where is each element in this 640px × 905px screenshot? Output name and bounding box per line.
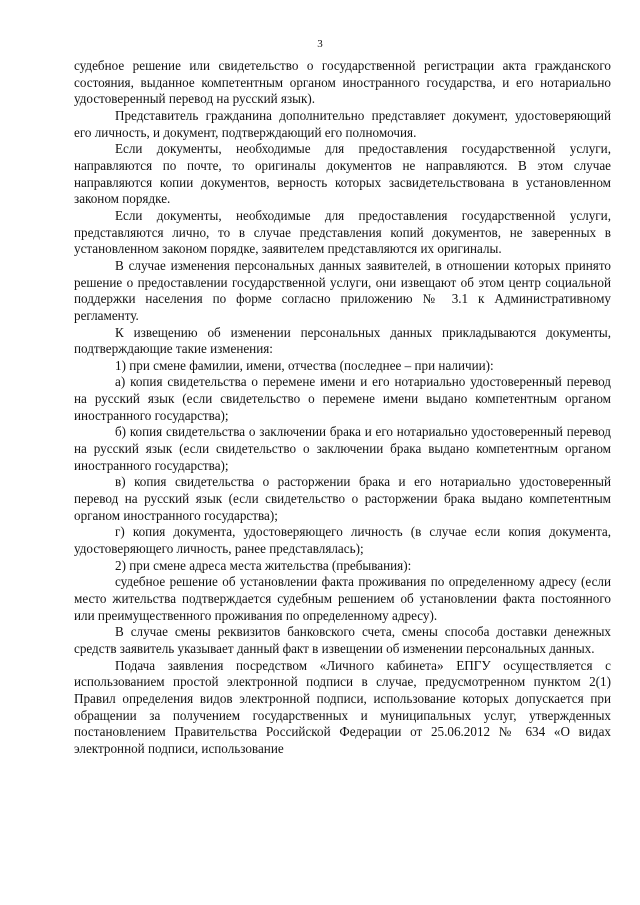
paragraph: Если документы, необходимые для предоставления государственной услуги, представляются лично, то в случае представления копий документов, не заверенных в установленном законом порядке, заявителем представляются их оригиналы. bbox=[74, 207, 611, 257]
paragraph: Подача заявления посредством «Личного кабинета» ЕПГУ осуществляется с использованием простой электронной подписи в случае, предусмотренном пунктом 2(1) Правил определения видов электронной подписи, использование которых допускается при обращении за получением государственных и муниципальных услуг, утвержденных постановлением Правительства Российской Федерации от 25.06.2012 № 634 «О видах электронной подписи, использование bbox=[74, 657, 611, 756]
list-item: в) копия свидетельства о расторжении брака и его нотариально удостоверенный перевод на русский язык (если свидетельство о расторжении брака выдано компетентным органом иностранного государства); bbox=[74, 474, 611, 523]
list-item: 1) при смене фамилии, имени, отчества (последнее – при наличии): bbox=[115, 357, 494, 373]
paragraph: К извещению об изменении персональных данных прикладываются документы, подтверждающие такие изменения: bbox=[74, 324, 611, 357]
paragraph: Представитель гражданина дополнительно представляет документ, удостоверяющий его личность, и документ, подтверждающий его полномочия. bbox=[74, 107, 611, 140]
body-text bbox=[74, 58, 611, 758]
paragraph: судебное решение об установлении факта проживания по определенному адресу (если место жительства подтверждается судебным решением об установлении факта постоянного или преимущественного проживания по определенному адресу). bbox=[74, 574, 611, 623]
paragraph: В случае смены реквизитов банковского счета, смены способа доставки денежных средств заявитель указывает данный факт в извещении об изменении персональных данных. bbox=[74, 624, 611, 656]
paragraph: Если документы, необходимые для предоставления государственной услуги, направляются по почте, то оригиналы документов не направляются. В этом случае направляются копии документов, верность которых засвидетельствована в установленном законом порядке. bbox=[74, 141, 611, 207]
paragraph: В случае изменения персональных данных заявителей, в отношении которых принято решение о предоставлении государственной услуги, они извещают об этом центр социальной поддержки населения по форме согласно приложению № 3.1 к Административному регламенту. bbox=[74, 257, 611, 323]
list-item: а) копия свидетельства о перемене имени и его нотариально удостоверенный перевод на русский язык (если свидетельство о перемене имени выдано компетентным органом иностранного государства); bbox=[74, 374, 611, 423]
paragraph: судебное решение или свидетельство о государственной регистрации акта гражданского состояния, выданное компетентным органом иностранного государства, и его нотариально удостоверенный перевод на русский язык). bbox=[74, 58, 611, 107]
list-item: 2) при смене адреса места жительства (пребывания): bbox=[115, 557, 412, 573]
list-item: г) копия документа, удостоверяющего личность (в случае если копия документа, удостоверяющего личность, ранее представлялась); bbox=[74, 524, 611, 557]
list-item: б) копия свидетельства о заключении брака и его нотариально удостоверенный перевод на русский язык (если свидетельство о заключении брака выдано компетентным органом иностранного государства); bbox=[74, 424, 611, 473]
page-number: 3 bbox=[317, 38, 323, 50]
